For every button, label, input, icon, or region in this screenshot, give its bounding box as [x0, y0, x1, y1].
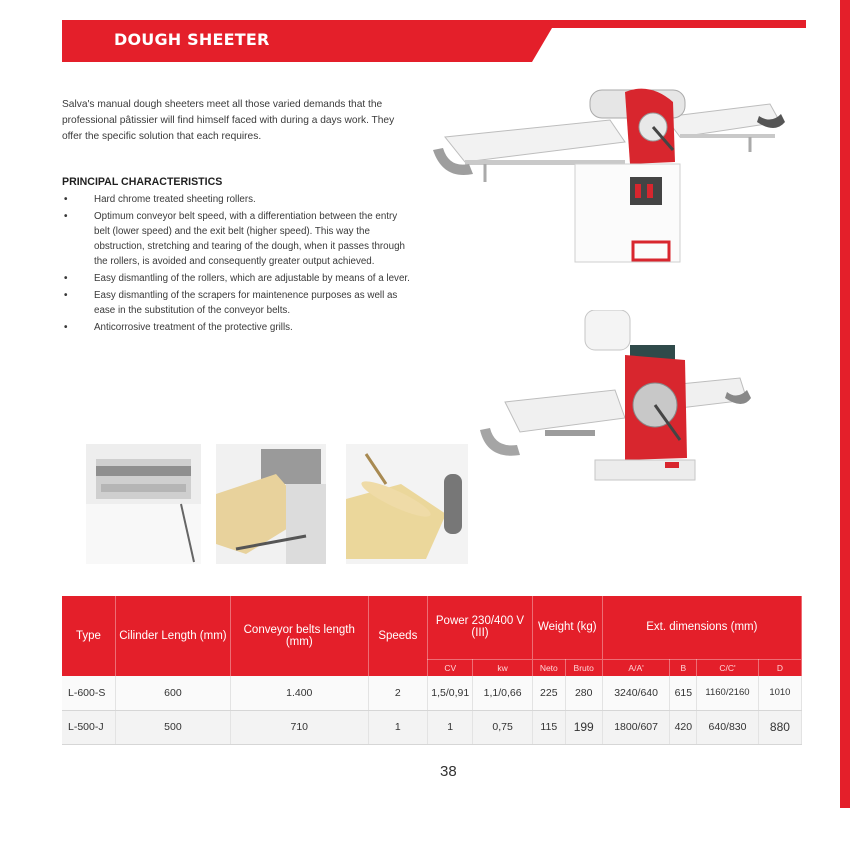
- cell-type: L-500-J: [62, 710, 115, 744]
- subheader-bruto: Bruto: [565, 659, 602, 676]
- cell-cv: 1: [428, 710, 473, 744]
- list-item: • Optimum conveyor belt speed, with a differentiation between the entry belt (lower speed) and the exit belt (higher speed). This way the obstruction, stretching and tearing of the dough, when it passes through the rollers, is avoided and consequently greater output achieved.: [64, 211, 405, 267]
- cell-bruto: 199: [565, 710, 602, 744]
- list-item-text: Easy dismantling of the rollers, which are adjustable by means of a lever.: [94, 273, 410, 284]
- rollers-detail-image: [86, 444, 201, 564]
- dough-roll-image: [346, 444, 468, 564]
- cell-conveyor: 710: [230, 710, 368, 744]
- list-item-text: Easy dismantling of the scrapers for maintenence purposes as well as ease in the substitution of the conveyor belts.: [94, 290, 398, 316]
- list-item-text: Optimum conveyor belt speed, with a differentiation between the entry belt (lower speed) and the exit belt (higher speed). This way the obstruction, stretching and tearing of the dough, when it passes through the rollers, is avoided and consequently greater output achieved.: [94, 211, 405, 267]
- bench-dough-sheeter-image: [475, 310, 755, 485]
- subheader-cv: CV: [428, 659, 473, 676]
- cell-kw: 0,75: [473, 710, 533, 744]
- cell-speeds: 2: [368, 676, 428, 710]
- cell-aa: 1800/607: [602, 710, 670, 744]
- header-cylinder-length: Cilinder Length (mm): [115, 596, 230, 676]
- subheader-cc: C/C': [697, 659, 759, 676]
- cell-cc: 1160/2160: [697, 676, 759, 710]
- header-power: Power 230/400 V (III): [428, 596, 533, 659]
- cell-d: 880: [758, 710, 801, 744]
- cell-b: 420: [670, 710, 697, 744]
- characteristics-list: [62, 192, 412, 337]
- list-item: • Hard chrome treated sheeting rollers.: [64, 194, 256, 205]
- subheader-d: D: [758, 659, 801, 676]
- table-row: [62, 710, 802, 744]
- list-item: • Easy dismantling of the scrapers for maintenence purposes as well as ease in the substitution of the conveyor belts.: [64, 290, 398, 316]
- header-dimensions: Ext. dimensions (mm): [602, 596, 801, 659]
- list-item: • Easy dismantling of the rollers, which are adjustable by means of a lever.: [64, 273, 410, 284]
- cell-type: L-600-S: [62, 676, 115, 710]
- cell-bruto: 280: [565, 676, 602, 710]
- cell-cc: 640/830: [697, 710, 759, 744]
- page-number: 38: [440, 763, 457, 780]
- table-row: [62, 676, 802, 710]
- cell-neto: 225: [532, 676, 565, 710]
- list-item-text: Anticorrosive treatment of the protective grills.: [94, 322, 293, 333]
- dough-on-belt-image: [216, 444, 326, 564]
- intro-paragraph: Salva's manual dough sheeters meet all those varied demands that the professional pâtissier will find himself faced with during a days work. They offer the specific solution that each requires.: [62, 99, 395, 142]
- subheader-kw: kw: [473, 659, 533, 676]
- subheader-aa: A/A': [602, 659, 670, 676]
- cell-aa: 3240/640: [602, 676, 670, 710]
- cell-cv: 1,5/0,91: [428, 676, 473, 710]
- cell-b: 615: [670, 676, 697, 710]
- header-type: Type: [62, 596, 115, 676]
- right-edge-bar: [840, 0, 850, 808]
- cell-cylinder: 500: [115, 710, 230, 744]
- cell-neto: 115: [532, 710, 565, 744]
- list-item: • Anticorrosive treatment of the protective grills.: [64, 322, 293, 333]
- floor-dough-sheeter-image: [425, 82, 790, 277]
- header-weight: Weight (kg): [532, 596, 602, 659]
- cell-conveyor: 1.400: [230, 676, 368, 710]
- list-item-text: Hard chrome treated sheeting rollers.: [94, 194, 256, 205]
- page-title: DOUGH SHEETER: [114, 30, 270, 49]
- cell-speeds: 1: [368, 710, 428, 744]
- cell-kw: 1,1/0,66: [473, 676, 533, 710]
- subheader-b: B: [670, 659, 697, 676]
- header-banner: [62, 20, 806, 62]
- specifications-table: [62, 596, 802, 745]
- header-speeds: Speeds: [368, 596, 428, 676]
- header-conveyor-length: Conveyor belts length (mm): [230, 596, 368, 676]
- cell-d: 1010: [758, 676, 801, 710]
- subheader-neto: Neto: [532, 659, 565, 676]
- characteristics-heading: PRINCIPAL CHARACTERISTICS: [62, 176, 223, 188]
- cell-cylinder: 600: [115, 676, 230, 710]
